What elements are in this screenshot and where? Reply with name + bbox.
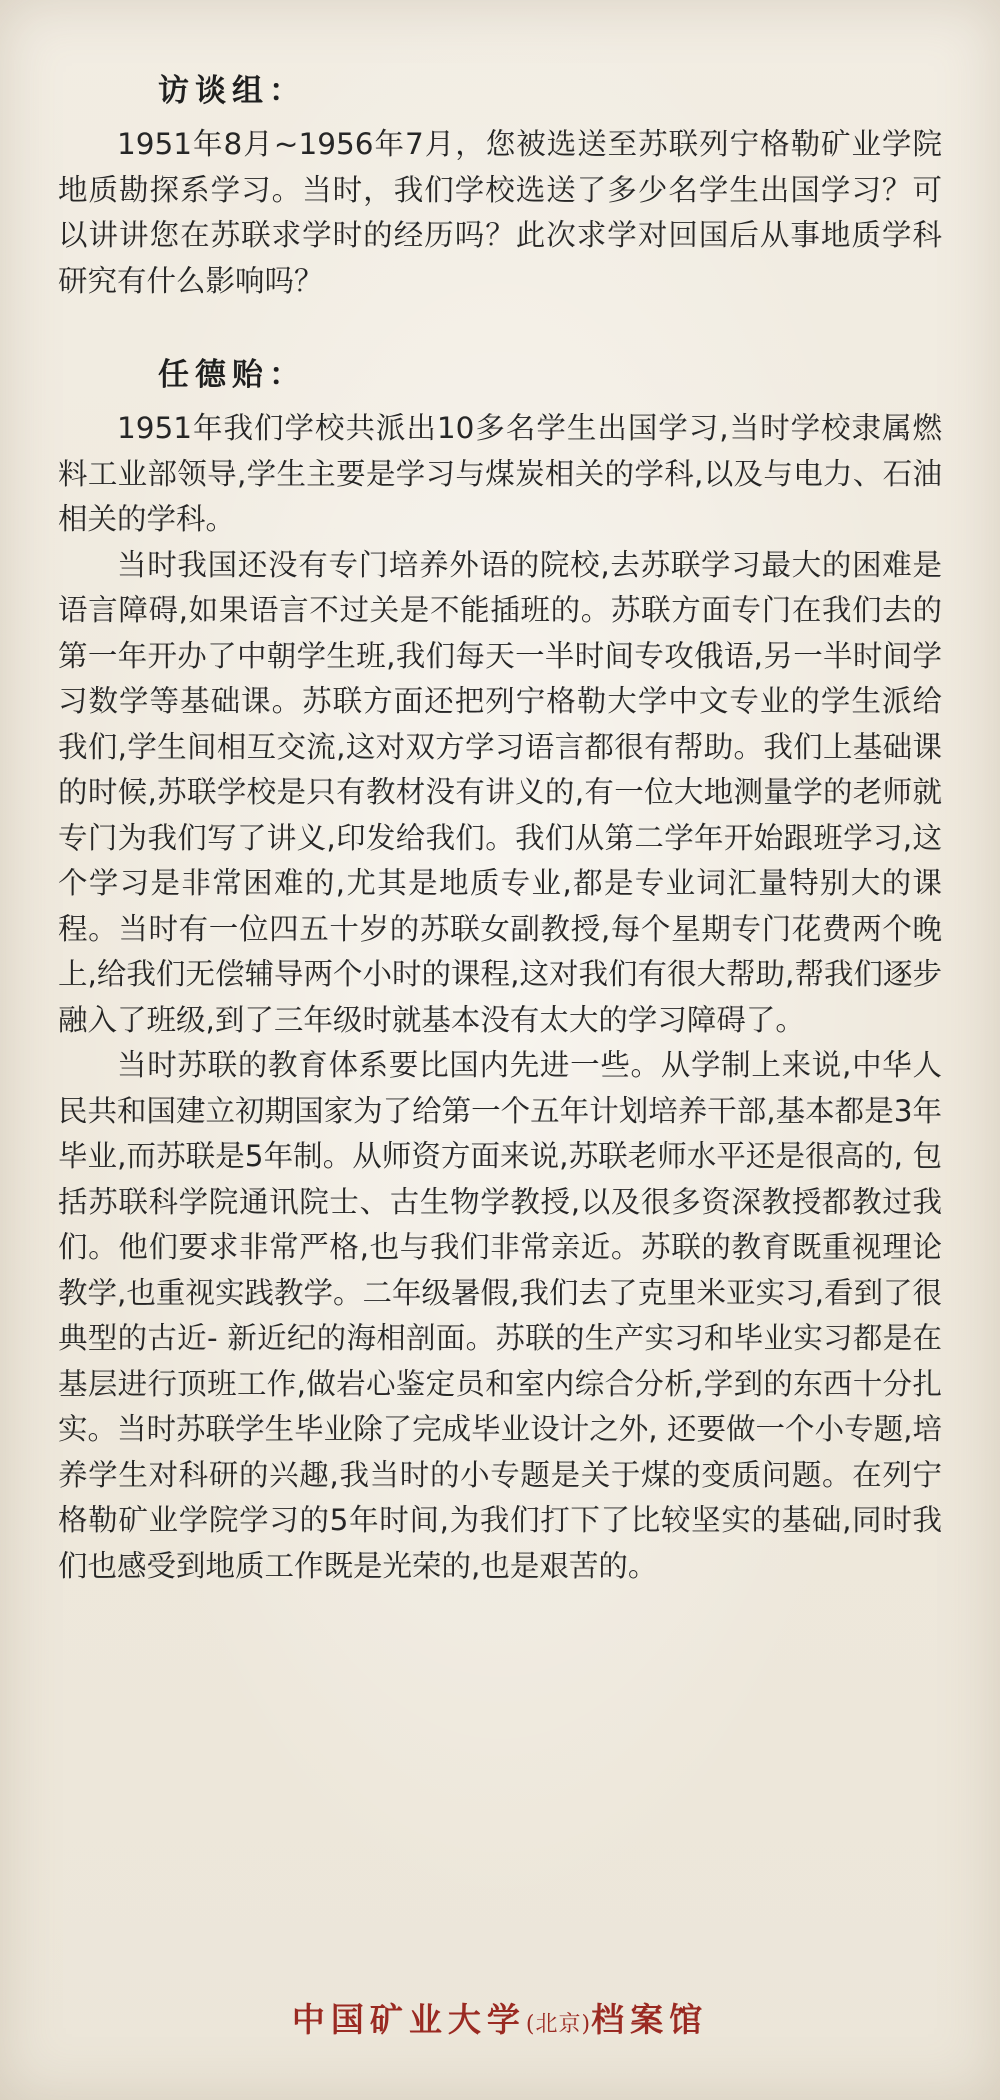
answer-paragraph-2: 当时我国还没有专门培养外语的院校,去苏联学习最大的困难是语言障碍,如果语言不过关是不能插班的。苏联方面专门在我们去的第一年开办了中朝学生班,我们每天一半时间专攻俄语,另一半时间学习数学等基础课。苏联方面还把列宁格勒大学中文专业的学生派给我们,学生间相互交流,这对双方学习语言都很有帮助。我们上基础课的时候,苏联学校是只有教材没有讲义的,有一位大地测量学的老师就专门为我们写了讲义,印发给我们。我们从第二学年开始跟班学习,这个学习是非常困难的,尤其是地质专业,都是专业词汇量特别大的课程。当时有一位四五十岁的苏联女副教授,每个星期专门花费两个晚上,给我们无偿辅导两个小时的课程,这对我们有很大帮助,帮我们逐步融入了班级,到了三年级时就基本没有太大的学习障碍了。 bbox=[58, 547, 942, 1037]
archive-name-tail: 档案馆 bbox=[591, 2000, 709, 2039]
question-speaker: 访谈组： bbox=[158, 73, 306, 109]
question-paragraph: 1951年8月~1956年7月，您被选送至苏联列宁格勒矿业学院地质勘探系学习。当时，我们学校选送了多少名学生出国学习？可以讲讲您在苏联求学时的经历吗？此次求学对回国后从事地质学科研究有什么影响吗？ bbox=[58, 127, 942, 298]
archive-name-sub: (北京) bbox=[525, 2012, 592, 2037]
answer-paragraph-3: 当时苏联的教育体系要比国内先进一些。从学制上来说,中华人民共和国建立初期国家为了给第一个五年计划培养干部,基本都是3年毕业,而苏联是5年制。从师资方面来说,苏联老师水平还是很高的, 包括苏联科学院通讯院士、古生物学教授,以及很多资深教授都教过我们。他们要求非常严格,也与我们非常亲近。苏联的教育既重视理论教学,也重视实践教学。二年级暑假,我们去了克里米亚实习,看到了很典型的古近- 新近纪的海相剖面。苏联的生产实习和毕业实习都是在基层进行顶班工作,做岩心鉴定员和室内综合分析,学到的东西十分扎实。当时苏联学生毕业除了完成毕业设计之外, 还要做一个小专题,培养学生对科研的兴趣,我当时的小专题是关于煤的变质问题。在列宁格勒矿业学院学习的5年时间,为我们打下了比较坚实的基础,同时我们也感受到地质工作既是光荣的,也是艰苦的。 bbox=[58, 1048, 942, 1583]
answer-paragraph-1: 1951年我们学校共派出10多名学生出国学习,当时学校隶属燃料工业部领导,学生主要是学习与煤炭相关的学科,以及与电力、石油相关的学科。 bbox=[58, 411, 942, 536]
archive-signature bbox=[0, 1994, 1000, 2041]
archive-name-main: 中国矿业大学 bbox=[291, 2000, 526, 2039]
answer-speaker: 任德贻： bbox=[158, 357, 306, 393]
